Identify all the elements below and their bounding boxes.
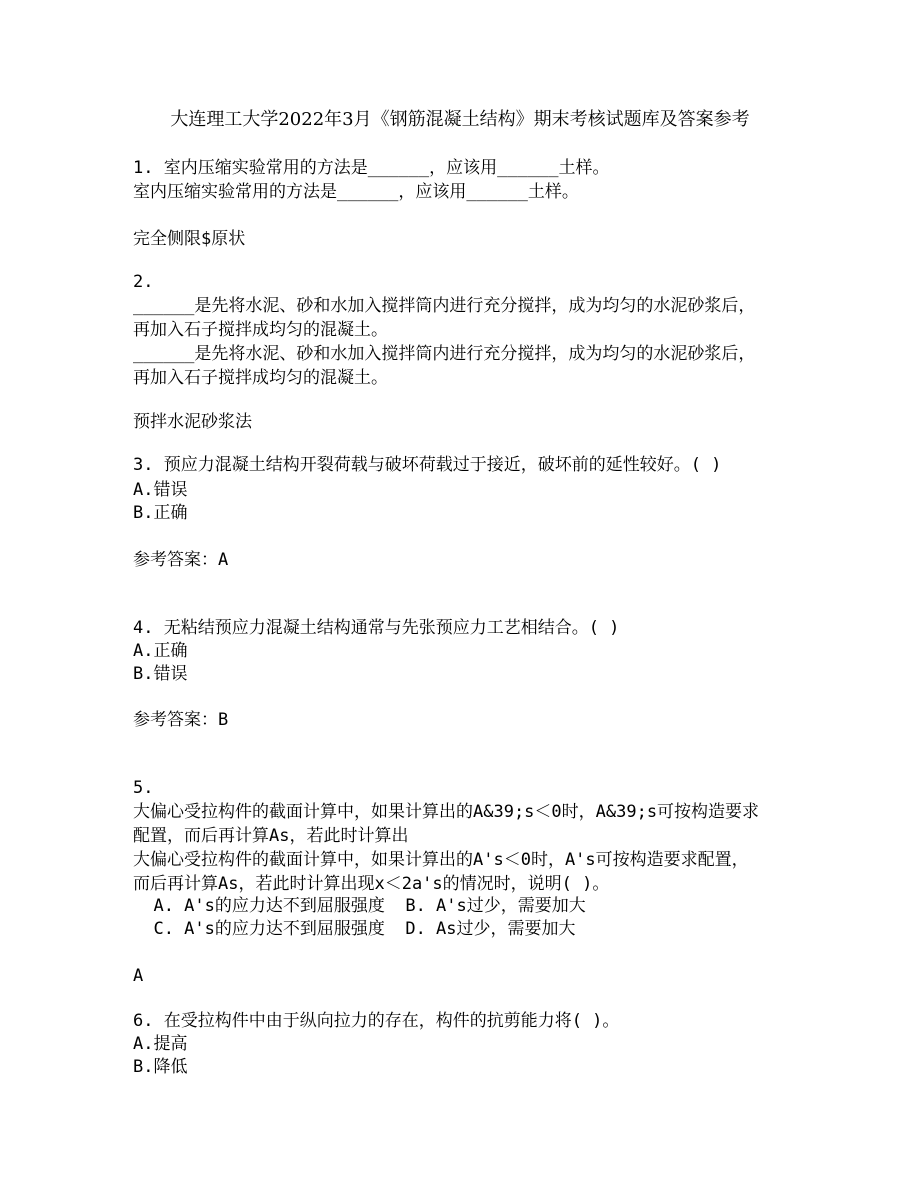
page-title: 大连理工大学2022年3月《钢筋混凝土结构》期末考核试题库及答案参考 [170,109,750,130]
q4-option-b: B.错误 [133,664,188,684]
q5-stem-line: 配置，而后再计算As，若此时计算出 [133,826,409,846]
q2-stem-line: ______是先将水泥、砂和水加入搅拌筒内进行充分搅拌，成为均匀的水泥砂浆后， [133,296,756,316]
q1-stem: 1. 室内压缩实验常用的方法是______，应该用______土样。 [133,158,610,178]
q1-stem-repeat: 室内压缩实验常用的方法是______，应该用______土样。 [133,182,579,202]
q6-stem: 6. 在受拉构件中由于纵向拉力的存在，构件的抗剪能力将( )。 [133,1011,620,1031]
q3-option-a: A.错误 [133,480,188,500]
q5-stem-line: 而后再计算As，若此时计算出现x＜2a's的情况时，说明( )。 [133,874,610,894]
q2-stem-line: 再加入石子搅拌成均匀的混凝土。 [133,320,388,340]
q3-answer: 参考答案：A [133,550,229,570]
q5-stem-line: 大偏心受拉构件的截面计算中，如果计算出的A&39;s＜0时，A&39;s可按构造要求 [133,802,760,822]
q1-answer: 完全侧限$原状 [133,229,246,249]
q5-options-cd: C. A's的应力达不到屈服强度 D. As过少，需要加大 [133,919,576,939]
q2-number: 2. [133,272,154,292]
q5-stem-line: 大偏心受拉构件的截面计算中，如果计算出的A's＜0时，A's可按构造要求配置， [133,850,749,870]
q2-stem-line: 再加入石子搅拌成均匀的混凝土。 [133,368,388,388]
q5-answer: A [133,966,144,986]
q6-option-a: A.提高 [133,1034,188,1054]
q2-answer: 预拌水泥砂浆法 [133,412,252,432]
q4-option-a: A.正确 [133,641,188,661]
q3-stem: 3. 预应力混凝土结构开裂荷载与破坏荷载过于接近，破坏前的延性较好。( ) [133,455,722,475]
q4-answer: 参考答案：B [133,710,229,730]
q5-number: 5. [133,778,154,798]
q4-stem: 4. 无粘结预应力混凝土结构通常与先张预应力工艺相结合。( ) [133,618,620,638]
q6-option-b: B.降低 [133,1057,188,1077]
q3-option-b: B.正确 [133,503,188,523]
q5-options-ab: A. A's的应力达不到屈服强度 B. A's过少，需要加大 [133,896,586,916]
q2-stem-line: ______是先将水泥、砂和水加入搅拌筒内进行充分搅拌，成为均匀的水泥砂浆后， [133,344,756,364]
